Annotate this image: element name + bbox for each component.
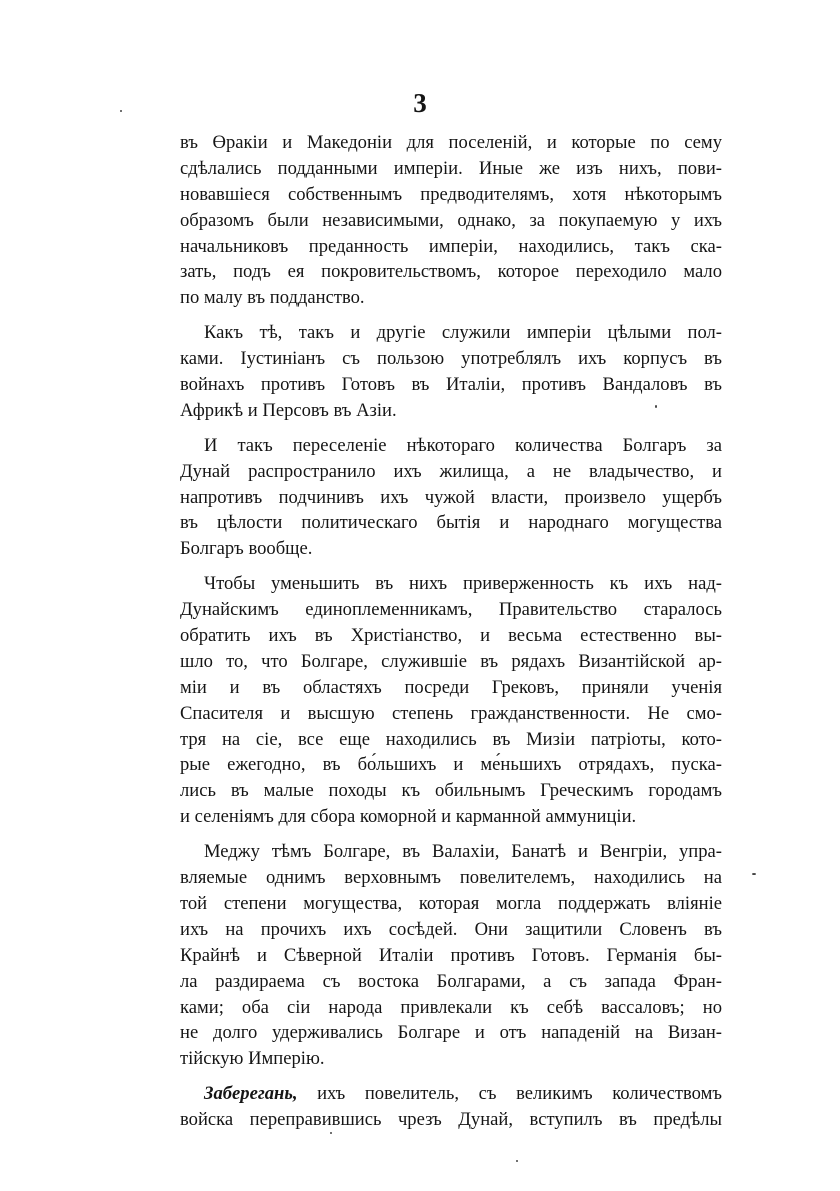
paragraph-4 <box>180 571 722 830</box>
text-line: той степени могущества, которая могла поддержать вліяніе <box>180 892 722 914</box>
text-line: сдѣлались подданными имперіи. Иные же изъ нихъ, пови- <box>180 157 722 179</box>
text-line: зать, подъ ея покровительствомъ, которое переходило мало <box>180 261 722 283</box>
text-line: ками. Іустиніанъ съ пользою употреблялъ ихъ корпусъ въ <box>180 348 722 370</box>
text-line: тійскую Имперію. <box>180 1048 325 1070</box>
italic-name: Заберегань, <box>204 1083 298 1105</box>
text-line: обратить ихъ въ Христіанство, и весьма естественно вы- <box>180 625 722 647</box>
text-line: Дунайскимъ единоплеменникамъ, Правительство старалось <box>180 599 722 621</box>
scan-speck <box>516 1160 518 1162</box>
text-line: лись въ малые походы къ обильнымъ Греческимъ городамъ <box>180 780 722 802</box>
text-line: Крайнѣ и Сѣверной Италіи противъ Готовъ. Германія бы- <box>180 944 722 966</box>
text-line: Дунай распространило ихъ жилища, а не владычество, и <box>180 460 722 482</box>
scan-speck <box>120 110 122 112</box>
scan-speck <box>330 1132 332 1134</box>
text-line: ихъ на прочихъ ихъ сосѣдей. Они защитили Словенъ въ <box>180 918 722 940</box>
line-rest: ихъ повелитель, съ великимъ количествомъ <box>317 1083 722 1105</box>
text-line: И такъ переселеніе нѣкотораго количества Болгаръ за <box>204 434 722 456</box>
body-text <box>180 130 722 1133</box>
text-line: войнахъ противъ Готовъ въ Италіи, противъ Вандаловъ въ <box>180 374 722 396</box>
text-line: Чтобы уменьшить въ нихъ приверженность къ ихъ над- <box>204 573 722 595</box>
text-line: войска переправившись чрезъ Дунай, вступилъ въ предѣлы <box>180 1109 722 1131</box>
scan-speck <box>752 873 756 875</box>
text-line: новавшіеся собственнымъ предводителямъ, хотя нѣкоторымъ <box>180 183 722 205</box>
text-line: Какъ тѣ, такъ и другіе служили имперіи цѣлыми пол- <box>204 322 722 344</box>
text-line: напротивъ подчинивъ ихъ чужой власти, произвело ущербъ <box>180 486 722 508</box>
text-line <box>180 1081 722 1107</box>
scan-speck <box>655 405 657 408</box>
text-line: начальниковъ преданность имперіи, находились, такъ ска- <box>180 235 722 257</box>
text-line: образомъ были независимыми, однако, за покупаемую у ихъ <box>180 209 722 231</box>
text-line: не долго удерживались Болгаре и отъ нападеній на Визан- <box>180 1022 722 1044</box>
text-line: въ цѣлости политическаго бытія и народнаго могущества <box>180 512 722 534</box>
text-line: рые ежегодно, въ бо́льшихъ и ме́ньшихъ отрядахъ, пуска- <box>180 754 722 776</box>
text-line: міи и въ областяхъ посреди Грековъ, приняли ученія <box>180 676 722 698</box>
text-line: Меджу тѣмъ Болгаре, въ Валахіи, Банатѣ и Венгріи, упра- <box>204 841 722 863</box>
text-line: Болгаръ вообще. <box>180 538 313 560</box>
text-line: въ Өракіи и Македоніи для поселеній, и которые по сему <box>180 132 722 153</box>
text-line: и селеніямъ для сбора коморной и карманной аммуниціи. <box>180 806 637 828</box>
paragraph-5 <box>180 839 722 1072</box>
text-line: ками; оба сіи народа привлекали къ себѣ вассаловъ; но <box>180 996 722 1018</box>
paragraph-3 <box>180 433 722 562</box>
page-number: 3 <box>413 88 427 118</box>
text-line: Спасителя и высшую степень гражданственности. Не смо- <box>180 702 722 724</box>
text-line: Африкѣ и Персовъ въ Азіи. <box>180 399 397 421</box>
paragraph-2 <box>180 320 722 424</box>
text-line: тря на сіе, все еще находились въ Мизіи патріоты, кото- <box>180 728 722 750</box>
paragraph-6 <box>180 1081 722 1133</box>
paragraph-1 <box>180 130 722 311</box>
text-line: вляемые однимъ верховнымъ повелителемъ, находились на <box>180 867 722 889</box>
text-line: шло то, что Болгаре, служившіе въ рядахъ Византійской ар- <box>180 650 722 672</box>
text-line: ла раздираема съ востока Болгарами, а съ запада Фран- <box>180 970 722 992</box>
text-line: по малу въ подданство. <box>180 287 365 309</box>
